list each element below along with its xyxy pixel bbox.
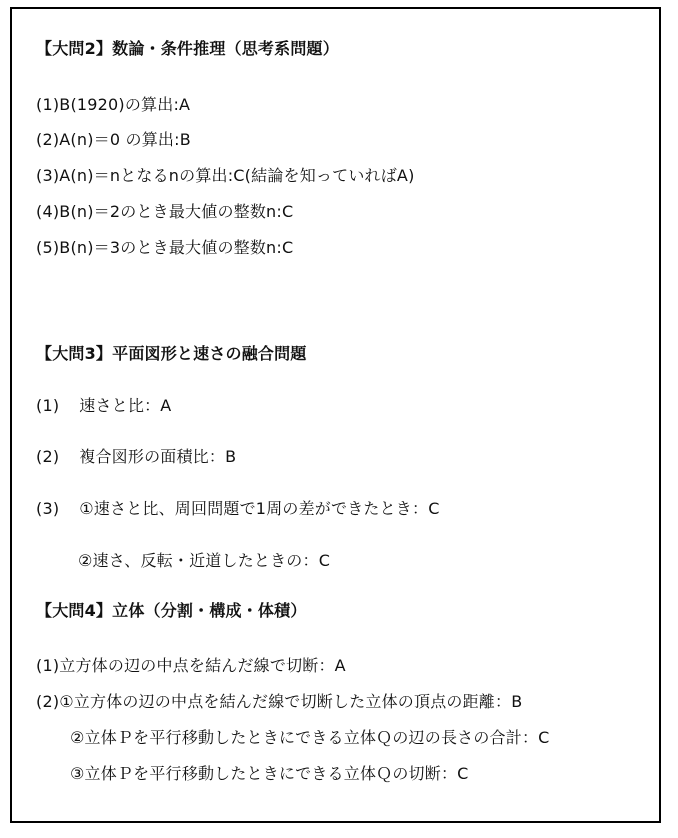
- section2-item-2: (2)A(n)＝0 の算出:B: [36, 130, 191, 149]
- section2-item-1: (1)B(1920)の算出:A: [36, 95, 191, 114]
- section4-item-2: (2)①立方体の辺の中点を結んだ線で切断した立体の頂点の距離：B: [36, 692, 523, 711]
- section3-item-2: [36, 447, 236, 467]
- document-frame: [10, 7, 661, 823]
- section3-item-1-text: 速さと比：A: [79, 396, 172, 415]
- section2-title: 【大問2】数論・条件推理（思考系問題）: [36, 39, 339, 58]
- section2-item-5: (5)B(n)＝3のとき最大値の整数n:C: [36, 238, 294, 257]
- section4-subitem-1: ②立体Ｐを平行移動したときにできる立体Ｑの辺の長さの合計：C: [70, 728, 550, 747]
- section3-item-3-number: (3): [36, 499, 60, 518]
- section2-item-3: (3)A(n)＝nとなるnの算出:C(結論を知っていればA): [36, 166, 415, 185]
- section4-item-1: (1)立方体の辺の中点を結んだ線で切断：A: [36, 656, 346, 675]
- section4-title: 【大問4】立体（分割・構成・体積）: [36, 601, 307, 620]
- section3-item-2-text: 複合図形の面積比：B: [79, 447, 237, 466]
- section4-subitem-2: ③立体Ｐを平行移動したときにできる立体Ｑの切断：C: [70, 764, 469, 783]
- section3-item-3: [36, 499, 440, 519]
- section3-item-2-number: (2): [36, 447, 60, 466]
- section3-item-1: [36, 396, 171, 416]
- section3-title: 【大問3】平面図形と速さの融合問題: [36, 344, 307, 363]
- section2-item-4: (4)B(n)＝2のとき最大値の整数n:C: [36, 202, 294, 221]
- section3-item-3-text: ①速さと比、周回問題で1周の差ができたとき：C: [79, 499, 440, 518]
- section3-subitem: ②速さ、反転・近道したときの：C: [78, 551, 331, 570]
- section3-item-1-number: (1): [36, 396, 60, 415]
